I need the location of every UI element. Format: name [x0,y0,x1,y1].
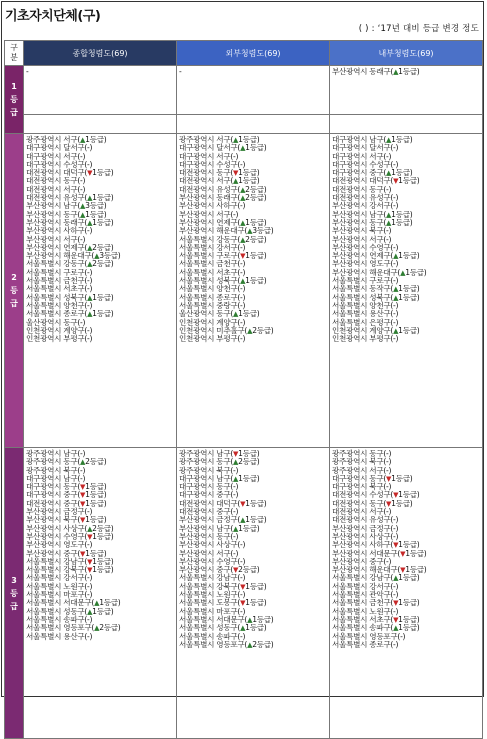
grade3-internal-cell [330,448,483,739]
district-entry: 대전광역시 서구(-) [332,507,392,517]
district-entry: 서울특별시 서초구(▼1등급) [332,614,420,624]
district-entry: 서울특별시 구로구(▼1등급) [179,251,267,261]
district-entry: 광주광역시 서구(-) [332,465,392,475]
district-entry: 서울특별시 관악구(-) [332,590,399,600]
header-row [5,41,483,66]
up-arrow-icon: ▲ [386,210,392,219]
district-entry: 대전광역시 대덕구(▼1등급) [26,168,114,178]
district-entry: 서울특별시 강서구(-) [179,242,246,252]
district-entry: 부산광역시 사하구(-) [26,226,93,236]
district-entry: 부산광역시 중구(▼1등급) [26,548,107,558]
district-entry: 부산광역시 사상구(-) [179,540,246,550]
district-entry: 부산광역시 서구(-) [179,209,239,219]
district-entry: 부산광역시 중구(▼2등급) [179,565,260,575]
down-arrow-icon: ▼ [386,499,392,508]
district-entry: 서울특별시 종로구(-) [332,639,399,649]
up-arrow-icon: ▲ [393,285,399,294]
up-arrow-icon: ▲ [240,277,246,286]
district-entry: 부산광역시 남구(▲1등급) [179,523,260,533]
district-entry: 대구광역시 서구(-) [26,151,86,161]
district-entry: 서울특별시 서대문구(▲1등급) [179,614,274,624]
grade1-label: 1 등 급 [5,66,24,134]
page-title: 기초자치단체(구) [5,9,101,24]
district-entry: 부산광역시 북구(-) [332,226,392,236]
grade1-external-spacer [177,115,330,134]
down-arrow-icon: ▼ [80,516,86,525]
district-entry: 부산광역시 사하구(▼1등급) [332,540,420,550]
down-arrow-icon: ▼ [393,541,399,550]
district-entry: 대구광역시 중구(▲1등급) [332,168,413,178]
down-arrow-icon: ▼ [87,169,93,178]
district-entry: 광주광역시 북구(-) [332,457,392,467]
district-entry: 대구광역시 서구(-) [179,151,239,161]
district-entry: 부산광역시 동구(▲1등급) [332,217,413,227]
district-entry: 부산광역시 연제구(▲2등급) [26,242,114,252]
district-entry: 대구광역시 달서구(-) [332,143,399,153]
district-entry: 부산광역시 수영구(▼1등급) [26,531,114,541]
district-entry: 서울특별시 성동구(▲1등급) [26,606,114,616]
district-entry: 부산광역시 금정구(▲1등급) [179,515,267,525]
district-entry: 서울특별시 강북구(▼1등급) [26,565,114,575]
district-entry: 서울특별시 강서구(-) [26,573,93,583]
up-arrow-icon: ▲ [87,218,93,227]
down-arrow-icon: ▼ [233,169,239,178]
district-entry: 대구광역시 서구(-) [332,151,392,161]
district-entry: 부산광역시 중구(-) [332,556,392,566]
district-entry: 광주광역시 동구(▲2등급) [179,457,260,467]
up-arrow-icon: ▲ [393,293,399,302]
up-arrow-icon: ▲ [240,194,246,203]
down-arrow-icon: ▼ [87,557,93,566]
up-arrow-icon: ▲ [94,252,100,261]
district-entry: 서울특별시 강남구(▲1등급) [332,573,420,583]
district-entry: 서울특별시 강남구(-) [179,573,246,583]
district-entry: 서울특별시 종로구(-) [179,292,246,302]
district-entry: 인천광역시 계양구(-) [179,317,246,327]
up-arrow-icon: ▲ [233,458,239,467]
district-entry: 서울특별시 용산구(-) [26,631,93,641]
down-arrow-icon: ▼ [233,566,239,575]
up-arrow-icon: ▲ [247,640,253,649]
district-entry: 대전광역시 유성구(-) [332,193,399,203]
down-arrow-icon: ▼ [240,599,246,608]
district-entry: 광주광역시 동구(▲2등급) [26,457,107,467]
district-entry: 서울특별시 성동구(▲1등급) [179,623,267,633]
district-entry: 부산광역시 해운대구(▲3등급) [26,251,121,261]
district-entry: 부산광역시 동래구(▲1등급) [26,217,114,227]
district-entry: 서울특별시 영등포구(-) [332,631,406,641]
district-entry: 서울특별시 노원구(-) [179,590,246,600]
district-entry: 대전광역시 중구(▼1등급) [26,498,107,508]
down-arrow-icon: ▼ [393,491,399,500]
up-arrow-icon: ▲ [386,136,392,144]
district-entry: 서울특별시 금천구(-) [26,276,93,286]
district-entry: 대구광역시 동구(▼1등급) [26,482,107,492]
up-arrow-icon: ▲ [393,252,399,261]
district-entry: 서울특별시 종로구(▲1등급) [26,309,114,319]
district-entry: 부산광역시 해운대구(▲3등급) [179,226,274,236]
district-entry: 대전광역시 유성구(-) [332,515,399,525]
district-entry: 대전광역시 동구(▼1등급) [332,498,413,508]
district-entry: 서울특별시 금천구(-) [179,259,246,269]
up-arrow-icon: ▲ [80,202,86,211]
district-entry: 서울특별시 마포구(-) [26,590,93,600]
district-entry: 서울특별시 용산구(-) [332,309,399,319]
up-arrow-icon: ▲ [87,243,93,252]
district-entry: 서울특별시 송파구(▲1등급) [332,623,420,633]
district-entry: 울산광역시 동구(▲1등급) [179,309,260,319]
district-entry: 서울특별시 구로구(-) [26,267,93,277]
district-entry: 서울특별시 마포구(-) [179,606,246,616]
down-arrow-icon: ▼ [233,450,239,458]
district-entry: 대전광역시 동구(-) [332,184,392,194]
district-entry: 대전광역시 유성구(▲1등급) [26,193,114,203]
district-entry: 대전광역시 서구(-) [26,184,86,194]
district-entry: 부산광역시 수영구(-) [179,556,246,566]
up-arrow-icon: ▲ [80,458,86,467]
district-entry: 서울특별시 양천구(-) [332,300,399,310]
district-entry: 인천광역시 부평구(-) [332,334,399,344]
district-entry: - [179,67,182,76]
up-arrow-icon: ▲ [393,326,399,335]
district-entry: 서울특별시 영등포구(▲2등급) [179,639,274,649]
district-entry: 인천광역시 부평구(-) [26,334,93,344]
district-entry: 서울특별시 은평구(-) [332,317,399,327]
district-entry: 대구광역시 중구(-) [179,490,239,500]
grade2-overall-cell [24,134,177,448]
down-arrow-icon: ▼ [80,499,86,508]
legend-note: ( ) : ‘17년 대비 등급 변경 정도 [358,24,479,34]
grade3-external-cell [177,448,330,739]
district-entry: 광주광역시 서구(▲1등급) [179,135,260,144]
district-entry: 대구광역시 중구(▼1등급) [26,490,107,500]
district-entry: 서울특별시 강동구(▲2등급) [179,234,267,244]
down-arrow-icon: ▼ [393,599,399,608]
district-entry: 부산광역시 동구(▲1등급) [26,209,107,219]
up-arrow-icon: ▲ [233,310,239,319]
district-entry: 부산광역시 연제구(▲1등급) [179,217,267,227]
up-arrow-icon: ▲ [247,326,253,335]
header-external: 외부청렴도(69) [177,41,330,66]
grade1-spacer-row [5,115,483,134]
district-entry: 부산광역시 동래구(▲2등급) [179,193,267,203]
district-entry: 부산광역시 서대문구(▼1등급) [332,548,427,558]
district-entry: 서울특별시 영등포구(▲2등급) [26,623,121,633]
district-entry: 광주광역시 동구(-) [332,449,392,458]
up-arrow-icon: ▲ [233,474,239,483]
district-entry: 부산광역시 사하구(-) [179,201,246,211]
district-entry: 대전광역시 동구(-) [26,176,86,186]
up-arrow-icon: ▲ [240,185,246,194]
district-entry: 서울특별시 강남구(▼1등급) [26,556,114,566]
district-entry: 서울특별시 양천구(-) [26,300,93,310]
header-overall: 종합청렴도(69) [24,41,177,66]
up-arrow-icon: ▲ [87,293,93,302]
district-entry: 서울특별시 구로구(-) [332,276,399,286]
up-arrow-icon: ▲ [80,210,86,219]
grade2-external-cell [177,134,330,448]
district-entry: 서울특별시 서대문구(▲1등급) [26,598,121,608]
district-entry: 인천광역시 계양구(-) [26,325,93,335]
grade1-internal-spacer [330,115,483,134]
district-entry: 부산광역시 영도구(-) [26,540,93,550]
district-entry: 대전광역시 대덕구(▼1등급) [179,498,267,508]
district-entry: 부산광역시 서구(-) [332,234,392,244]
down-arrow-icon: ▼ [240,582,246,591]
up-arrow-icon: ▲ [233,524,239,533]
grade3-row [5,448,483,739]
district-entry: 대전광역시 대덕구(▼1등급) [332,176,420,186]
district-entry: 부산광역시 남구(▲1등급) [332,209,413,219]
district-entry: 서울특별시 중랑구(-) [179,300,246,310]
district-entry: 대구광역시 동구(-) [179,482,239,492]
grade2-internal-cell [330,134,483,448]
district-entry: 광주광역시 북구(-) [179,465,239,475]
up-arrow-icon: ▲ [233,177,239,186]
up-arrow-icon: ▲ [240,516,246,525]
district-entry: 울산광역시 동구(-) [26,317,86,327]
up-arrow-icon: ▲ [87,524,93,533]
up-arrow-icon: ▲ [94,599,100,608]
up-arrow-icon: ▲ [87,194,93,203]
grade-table [4,40,483,739]
down-arrow-icon: ▼ [87,566,93,575]
district-entry: 서울특별시 동작구(▲1등급) [332,284,420,294]
district-entry: 서울특별시 성북구(▲1등급) [332,292,420,302]
district-entry: 대전광역시 중구(-) [179,507,239,517]
district-entry: 서울특별시 금천구(▼1등급) [332,598,420,608]
district-entry: 부산광역시 북구(▼1등급) [26,515,107,525]
up-arrow-icon: ▲ [400,268,406,277]
district-entry: 광주광역시 남구(-) [26,449,86,458]
down-arrow-icon: ▼ [393,177,399,186]
grade1-overall-spacer [24,115,177,134]
district-entry: 부산광역시 동구(-) [179,531,239,541]
district-entry: 부산광역시 서구(-) [26,234,86,244]
district-entry: 인천광역시 부평구(-) [179,334,246,344]
district-entry: 부산광역시 서구(-) [179,548,239,558]
district-entry: 인천광역시 미추홀구(▲2등급) [179,325,274,335]
header-gubun-label: 구 분 [10,43,18,62]
up-arrow-icon: ▲ [87,310,93,319]
district-entry: 부산광역시 남구(▲3등급) [26,201,107,211]
up-arrow-icon: ▲ [240,218,246,227]
district-entry: 광주광역시 북구(-) [26,465,86,475]
district-entry: 부산광역시 해운대구(▼1등급) [332,565,427,575]
district-entry: 서울특별시 성북구(▲1등급) [26,292,114,302]
district-entry: 서울특별시 강북구(▼1등급) [179,581,267,591]
grade3-label: 3 등 급 [5,448,24,739]
district-entry: - [26,67,29,76]
district-entry: 서울특별시 송파구(-) [26,614,93,624]
district-entry: 대전광역시 수성구(▼1등급) [332,490,420,500]
district-entry: 서울특별시 서초구(-) [179,267,246,277]
district-entry: 광주광역시 남구(▼1등급) [179,449,260,458]
district-entry: 부산광역시 사상구(-) [332,531,399,541]
district-entry: 부산광역시 금정구(-) [332,523,399,533]
district-entry: 서울특별시 강동구(▲2등급) [26,259,114,269]
district-entry: 대전광역시 동구(▼1등급) [179,168,260,178]
district-entry: 서울특별시 성북구(▲1등급) [179,276,267,286]
district-entry: 부산광역시 강서구(-) [332,201,399,211]
district-entry: 부산광역시 해운대구(▲1등급) [332,267,427,277]
district-entry: 대구광역시 수성구(-) [26,159,93,169]
district-entry: 대구광역시 남구(▲1등급) [332,135,413,144]
district-entry: 서울특별시 노원구(-) [332,606,399,616]
district-entry: 대전광역시 유성구(▲2등급) [179,184,267,194]
down-arrow-icon: ▼ [80,549,86,558]
grade2-row [5,134,483,448]
district-entry: 서울특별시 송파구(-) [179,631,246,641]
district-entry: 대구광역시 북구(-) [332,482,392,492]
grade1-overall-cell [24,66,177,115]
up-arrow-icon: ▲ [94,624,100,633]
up-arrow-icon: ▲ [393,68,399,76]
up-arrow-icon: ▲ [386,218,392,227]
district-entry: 부산광역시 수영구(-) [332,242,399,252]
district-entry: 부산광역시 연제구(▲1등급) [332,251,420,261]
down-arrow-icon: ▼ [400,549,406,558]
district-entry: 부산광역시 사상구(▲2등급) [26,523,114,533]
district-entry: 서울특별시 양천구(-) [179,284,246,294]
up-arrow-icon: ▲ [247,227,253,236]
down-arrow-icon: ▼ [80,483,86,492]
up-arrow-icon: ▲ [393,574,399,583]
down-arrow-icon: ▼ [386,474,392,483]
district-entry: 대구광역시 수성구(-) [179,159,246,169]
grade1-row [5,66,483,115]
up-arrow-icon: ▲ [80,136,86,144]
up-arrow-icon: ▲ [240,624,246,633]
district-entry: 대구광역시 남구(-) [26,473,86,483]
up-arrow-icon: ▲ [240,235,246,244]
up-arrow-icon: ▲ [87,260,93,269]
district-entry: 인천광역시 계양구(▲1등급) [332,325,420,335]
district-entry: 대전광역시 서구(▲1등급) [179,176,260,186]
up-arrow-icon: ▲ [87,607,93,616]
district-entry: 대구광역시 동구(▼1등급) [332,473,413,483]
grade2-label: 2 등 급 [5,134,24,448]
up-arrow-icon: ▲ [240,144,246,153]
down-arrow-icon: ▼ [240,252,246,261]
up-arrow-icon: ▲ [386,169,392,178]
district-entry: 부산광역시 동래구(▲1등급) [332,67,420,76]
up-arrow-icon: ▲ [247,615,253,624]
district-entry: 대구광역시 남구(▲1등급) [179,473,260,483]
district-entry: 대구광역시 달서구(▲1등급) [179,143,267,153]
district-entry: 대구광역시 수성구(-) [332,159,399,169]
down-arrow-icon: ▼ [87,532,93,541]
down-arrow-icon: ▼ [80,491,86,500]
district-entry: 서울특별시 서초구(-) [26,284,93,294]
district-entry: 부산광역시 영도구(-) [332,259,399,269]
grade1-external-cell [177,66,330,115]
down-arrow-icon: ▼ [393,615,399,624]
grade3-overall-cell [24,448,177,739]
up-arrow-icon: ▲ [393,624,399,633]
up-arrow-icon: ▲ [233,136,239,144]
header-internal: 내부청렴도(69) [330,41,483,66]
down-arrow-icon: ▼ [240,499,246,508]
district-entry: 대구광역시 달서구(-) [26,143,93,153]
district-entry: 서울특별시 도봉구(▼1등급) [179,598,267,608]
down-arrow-icon: ▼ [400,566,406,575]
grade1-internal-cell [330,66,483,115]
district-entry: 광주광역시 서구(▲1등급) [26,135,107,144]
district-entry: 서울특별시 강서구(-) [332,581,399,591]
district-entry: 부산광역시 금정구(-) [26,507,93,517]
district-entry: 서울특별시 노원구(-) [26,581,93,591]
header-gubun [5,41,24,66]
